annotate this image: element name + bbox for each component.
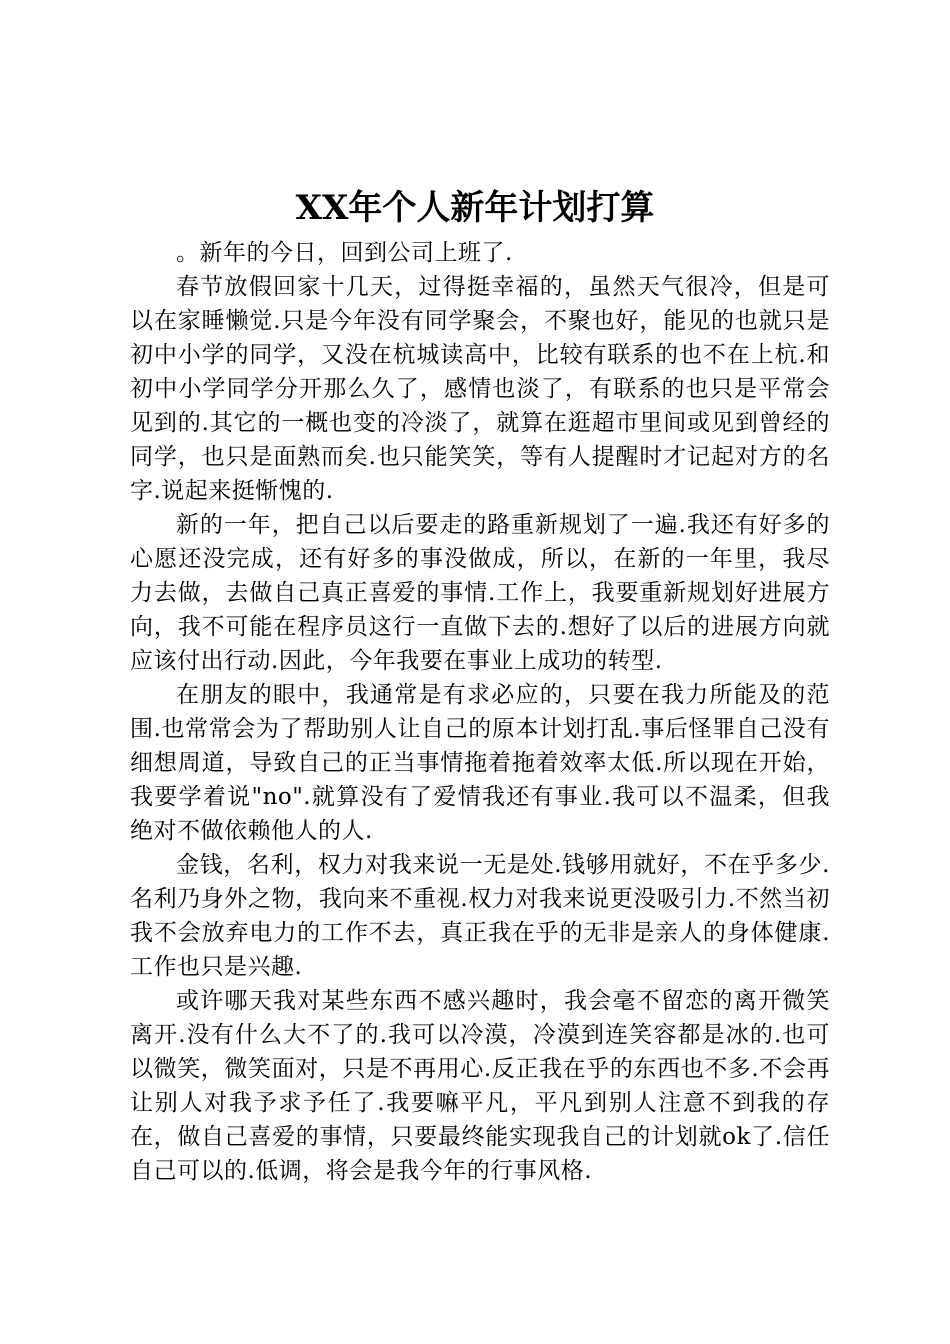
paragraph-1: 。新年的今日，回到公司上班了. [176,240,513,266]
paragraph-3: 新的一年，把自己以后要走的路重新规划了一遍.我还有好多的心愿还没完成，还有好多的事没做成，所以，在新的一年里，我尽力去做，去做自己真正喜爱的事情.工作上，我要重新规划好进展方向，我不可能在程序员这行一直做下去的.想好了以后的进展方向就应该付出行动.因此，今年我要在事业上成功的转型. [130,512,830,674]
document-body [130,236,830,1188]
document-title: XX年个人新年计划打算 [295,188,655,228]
paragraph-6: 或许哪天我对某些东西不感兴趣时，我会毫不留恋的离开微笑离开.没有什么大不了的.我可以冷漠，冷漠到连笑容都是冰的.也可以微笑，微笑面对，只是不再用心.反正我在乎的东西也不多.不会再让别人对我予求予任了.我要嘛平凡，平凡到别人注意不到我的存在，做自己喜爱的事情，只要最终能实现我自己的计划就ok了.信任自己可以的.低调，将会是我今年的行事风格. [130,988,830,1184]
paragraph-4: 在朋友的眼中，我通常是有求必应的，只要在我力所能及的范围.也常常会为了帮助别人让自己的原本计划打乱.事后怪罪自己没有细想周道，导致自己的正当事情拖着拖着效率太低.所以现在开始，我要学着说"no".就算没有了爱情我还有事业.我可以不温柔，但我绝对不做依赖他人的人. [130,682,830,844]
paragraph-5: 金钱，名利，权力对我来说一无是处.钱够用就好，不在乎多少.名利乃身外之物，我向来不重视.权力对我来说更没吸引力.不然当初我不会放弃电力的工作不去，真正我在乎的无非是亲人的身体健康.工作也只是兴趣. [130,852,830,980]
paragraph-2: 春节放假回家十几天，过得挺幸福的，虽然天气很冷，但是可以在家睡懒觉.只是今年没有同学聚会，不聚也好，能见的也就只是初中小学的同学，又没在杭城读高中，比较有联系的也不在上杭.和初中小学同学分开那么久了，感情也淡了，有联系的也只是平常会见到的.其它的一概也变的冷淡了，就算在逛超市里间或见到曾经的同学，也只是面熟而矣.也只能笑笑，等有人提醒时才记起对方的名字.说起来挺惭愧的. [130,274,830,504]
